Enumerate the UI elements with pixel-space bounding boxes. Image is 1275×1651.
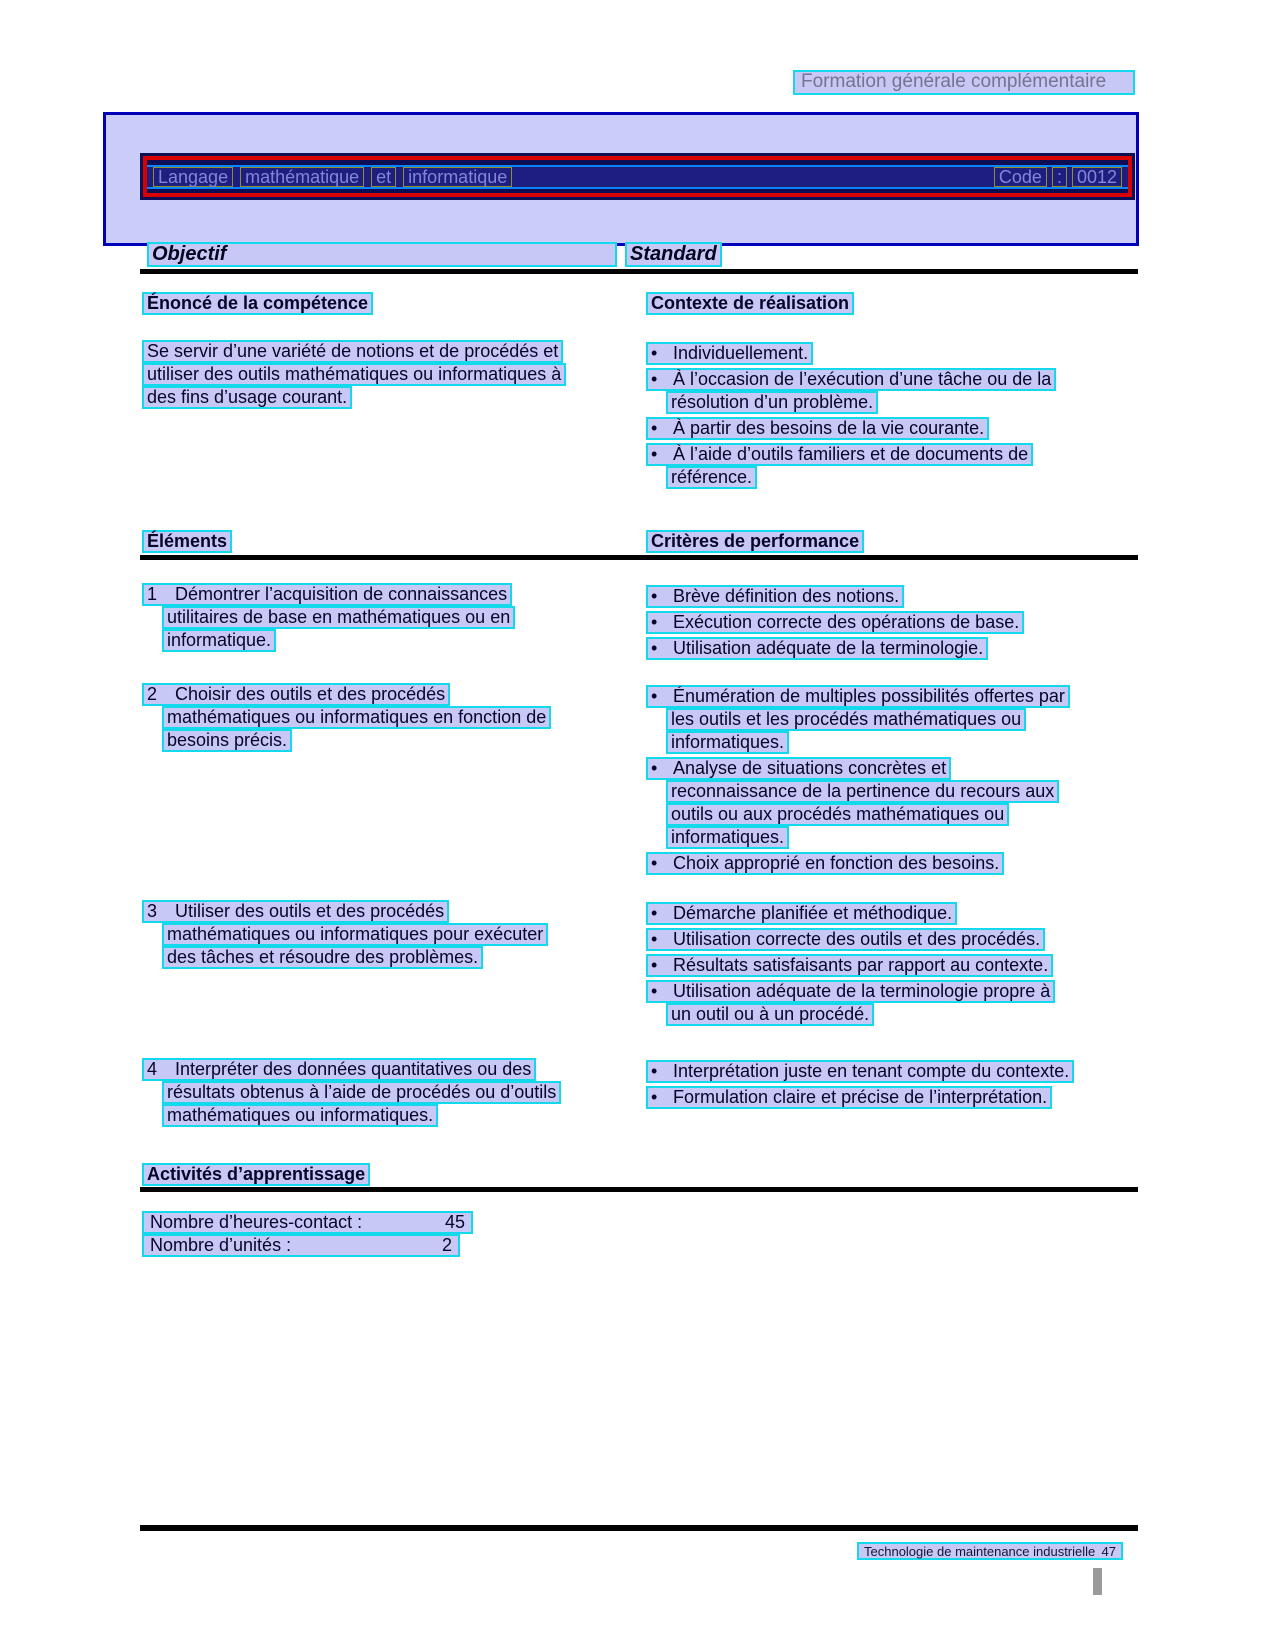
bullet-text: Individuellement. [673,343,809,363]
statement-line: Se servir d’une variété de notions et de procédés et [142,340,563,363]
bullet-item [646,685,1138,754]
item-number: 4 [147,1059,158,1079]
element-line: Démontrer l’acquisition de connaissances [175,584,508,604]
bullet-text: À l’occasion de l’exécution d’une tâche ou de la [673,369,1052,389]
footer-text [857,1542,1123,1560]
running-header-text: Formation générale complémentaire [793,70,1135,95]
heading-elements: Éléments [142,530,232,553]
bullet-icon: • [651,612,658,632]
bullet-text: Utilisation adéquate de la terminologie. [673,638,984,658]
item-number: 3 [147,901,158,921]
bullet-item [646,852,1138,875]
bullet-icon: • [651,955,658,975]
bullet-item [646,585,1138,608]
bullet-item [646,443,1138,489]
heading-enonce-competence: Énoncé de la compétence [142,292,373,315]
bullet-text: informatiques. [666,826,789,849]
bullet-icon: • [651,758,658,778]
bullet-text: un outil ou à un procédé. [666,1003,874,1026]
bullet-item [646,417,1138,440]
bullet-text: Choix approprié en fonction des besoins. [673,853,1000,873]
section-rule [140,555,1138,560]
bullet-item [646,368,1138,414]
bullet-text: Brève définition des notions. [673,586,900,606]
bullet-item [646,954,1138,977]
bullet-item [646,757,1138,849]
competence-statement [142,340,642,409]
element-line: Utiliser des outils et des procédés [175,901,445,921]
footer-page-number: 47 [1101,1543,1116,1559]
activities-values [142,1211,1138,1257]
bullet-text: Résultats satisfaisants par rapport au contexte. [673,955,1049,975]
course-title-bar [140,153,1135,200]
bullet-item [646,902,1138,925]
column-header-objectif: Objectif [147,242,617,267]
competence-headings [142,292,1138,314]
bullet-text: Démarche planifiée et méthodique. [673,903,953,923]
bullet-text: résolution d’un problème. [666,391,878,414]
bullet-icon: • [651,686,658,706]
footer-program-name: Technologie de maintenance industrielle [864,1543,1096,1559]
course-code-word: Code [994,167,1047,187]
bullet-text: outils ou aux procédés mathématiques ou [666,803,1009,826]
bullet-icon: • [651,418,658,438]
bullet-text: informatiques. [666,731,789,754]
course-title-word: mathématique [240,167,364,187]
criteria-bullet-list [646,1060,1138,1109]
column-header-standard: Standard [625,242,722,267]
bullet-icon: • [651,343,658,363]
bullet-item [646,611,1138,634]
elements-headings [142,530,1138,552]
element-statement [142,1058,642,1127]
bullet-icon: • [651,981,658,1001]
bullet-text: les outils et les procédés mathématiques ou [666,708,1026,731]
bullet-text: Énumération de multiples possibilités offertes par [673,686,1065,706]
bullet-text: Exécution correcte des opérations de base. [673,612,1020,632]
units-value: 2 [441,1235,452,1255]
bullet-item [646,928,1138,951]
course-title-bar-border [143,156,1132,197]
bullet-text: reconnaissance de la pertinence du recours aux [666,780,1059,803]
element-line: mathématiques ou informatiques pour exécuter [162,923,548,946]
section-rule [140,269,1138,274]
criteria-bullet-list [646,585,1138,660]
bullet-text: À partir des besoins de la vie courante. [673,418,985,438]
footer-marker [1093,1568,1102,1595]
context-bullet-list [646,342,1138,489]
bullet-item [646,1086,1138,1109]
activities-heading-row [142,1163,1138,1185]
course-code-word: : [1052,167,1067,187]
course-title [153,167,519,187]
element-line: mathématiques ou informatiques. [162,1104,438,1127]
bullet-text: À l’aide d’outils familiers et de documents de [673,444,1029,464]
course-code-word: 0012 [1072,167,1122,187]
element-line: utilitaires de base en mathématiques ou en [162,606,515,629]
element-statement [142,683,642,752]
bullet-item [646,342,1138,365]
element-line: Choisir des outils et des procédés [175,684,446,704]
criteria-bullet-list [646,902,1138,1026]
bullet-icon: • [651,929,658,949]
element-line: Interpréter des données quantitatives ou des [175,1059,532,1079]
element-line: besoins précis. [162,729,292,752]
bullet-icon: • [651,638,658,658]
bullet-item [646,980,1138,1026]
criteria-bullet-list [646,685,1138,875]
element-line: des tâches et résoudre des problèmes. [162,946,483,969]
heading-contexte-realisation: Contexte de réalisation [646,292,854,315]
course-title-band [147,165,1128,189]
element-line: informatique. [162,629,276,652]
bullet-text: Analyse de situations concrètes et [673,758,947,778]
hours-contact-label: Nombre d’heures-contact : [150,1212,363,1232]
bullet-icon: • [651,1087,658,1107]
bullet-icon: • [651,444,658,464]
units-row [142,1234,460,1257]
bullet-text: Formulation claire et précise de l’interprétation. [673,1087,1048,1107]
heading-activites: Activités d’apprentissage [142,1163,370,1186]
footer-rule [140,1525,1138,1531]
hours-contact-value: 45 [444,1212,465,1232]
course-title-word: Langage [153,167,233,187]
statement-line: utiliser des outils mathématiques ou informatiques à [142,363,566,386]
bullet-icon: • [651,853,658,873]
course-code [989,167,1122,187]
element-statement [142,583,642,652]
item-number: 2 [147,684,158,704]
bullet-icon: • [651,369,658,389]
column-headers [147,242,722,267]
section-rule [140,1187,1138,1192]
bullet-text: Utilisation adéquate de la terminologie propre à [673,981,1051,1001]
bullet-icon: • [651,586,658,606]
bullet-text: référence. [666,466,757,489]
bullet-text: Utilisation correcte des outils et des procédés. [673,929,1041,949]
statement-line: des fins d’usage courant. [142,386,352,409]
bullet-text: Interprétation juste en tenant compte du contexte. [673,1061,1070,1081]
hours-contact-row [142,1211,473,1234]
bullet-item [646,637,1138,660]
units-label: Nombre d’unités : [150,1235,292,1255]
element-line: mathématiques ou informatiques en fonction de [162,706,551,729]
item-number: 1 [147,584,158,604]
element-line: résultats obtenus à l’aide de procédés ou d’outils [162,1081,561,1104]
heading-criteres-performance: Critères de performance [646,530,864,553]
course-title-word: informatique [403,167,512,187]
element-statement [142,900,642,969]
bullet-icon: • [651,1061,658,1081]
course-title-word: et [371,167,396,187]
bullet-item [646,1060,1138,1083]
bullet-icon: • [651,903,658,923]
